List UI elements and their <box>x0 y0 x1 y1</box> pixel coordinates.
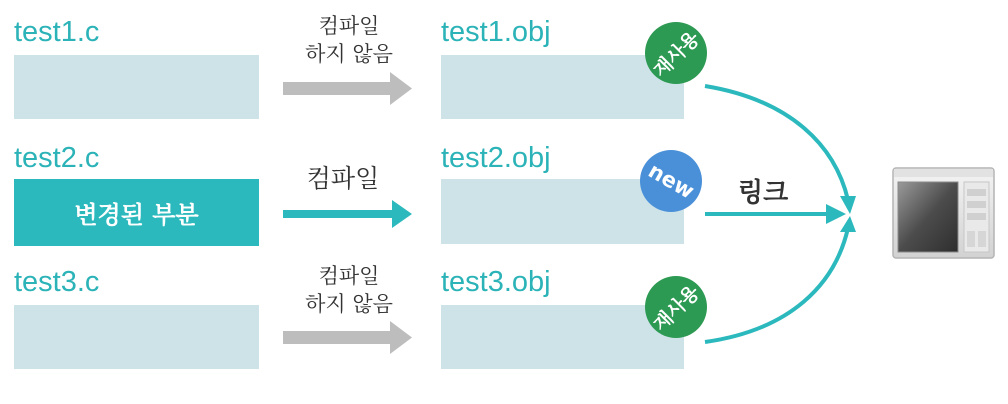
source-file-name: test3.c <box>14 266 100 298</box>
caption-line: 하지 않음 <box>305 292 393 316</box>
badge-label: 재사용 <box>649 26 705 82</box>
caption-line: 컴파일 <box>318 264 380 288</box>
badge-label: 재사용 <box>649 280 705 336</box>
reuse-badge <box>645 276 707 338</box>
reuse-badge <box>645 22 707 84</box>
compile-arrow <box>283 200 412 228</box>
object-file-name: test3.obj <box>441 266 551 298</box>
caption-line: 하지 않음 <box>305 42 393 66</box>
caption-line: 컴파일 <box>318 14 380 38</box>
object-file-name: test1.obj <box>441 16 551 48</box>
link-arrowheads <box>826 196 856 232</box>
new-badge <box>640 150 702 212</box>
source-file-name: test1.c <box>14 16 100 48</box>
gray-arrow <box>283 72 412 105</box>
executable-program-icon <box>892 167 995 259</box>
gray-arrow <box>283 321 412 354</box>
caption-line: 컴파일 <box>306 164 380 193</box>
source-file-name: test2.c <box>14 142 100 174</box>
object-file-name: test2.obj <box>441 142 551 174</box>
link-label: 링크 <box>738 178 789 208</box>
changed-part-label: 변경된 부분 <box>74 201 199 229</box>
badge-label: new <box>643 158 699 204</box>
